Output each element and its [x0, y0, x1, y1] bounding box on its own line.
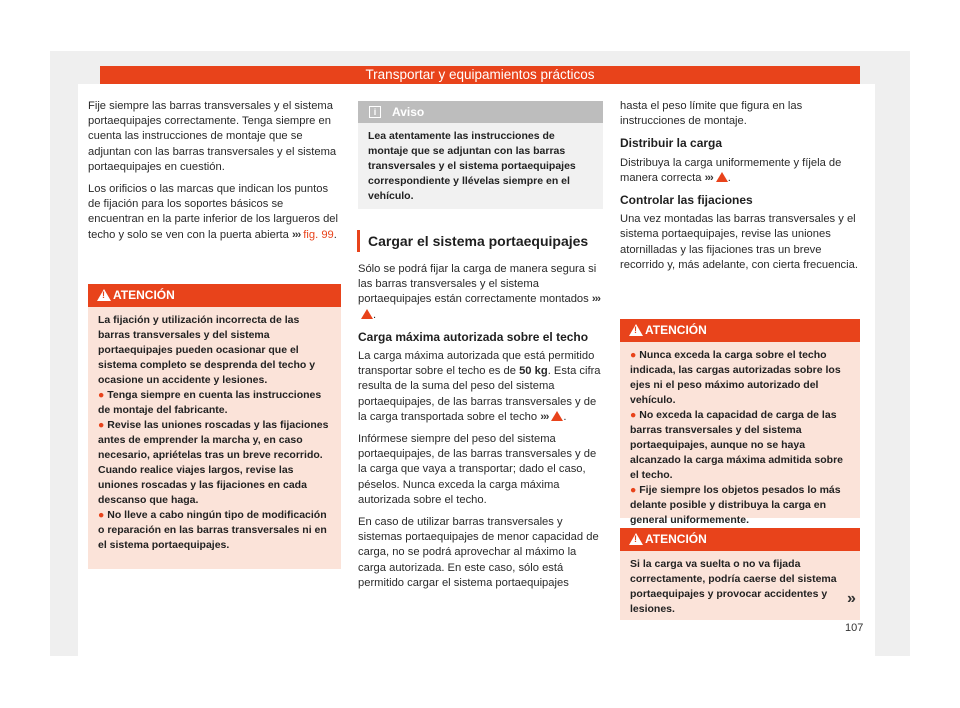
page-number: 107 [845, 622, 864, 634]
subheading-check-fixings: Controlar las fijaciones [620, 193, 753, 208]
note-text: Lea atentamente las instrucciones de montaje que se adjuntan con las barras transversales y el sistema portaequipajes correspondiente y llévelas siempre en el vehículo. [368, 130, 576, 202]
bullet-text: No exceda la capacidad de carga de las barras transversales y del sistema portaequipajes, aunque no se haya alcanzado la carga máxima admitida sobre el techo. [630, 409, 844, 481]
warning-bullet-2 [98, 418, 333, 508]
warning-header [88, 284, 341, 307]
note-body [358, 123, 603, 210]
paragraph-fix-bars: Fije siempre las barras transversales y el sistema portaequipajes correctamente. Tenga siempre en cuenta las instrucciones de montaje que se adjuntan con las barras transversales y el sistema portaequipajes en cuestión. [88, 100, 337, 173]
paragraph-distribute-load: Distribuya la carga uniformemente y fíjela de manera correcta ››› . [620, 156, 842, 184]
warning-header [620, 528, 860, 551]
warning-box-loose-load [620, 528, 860, 620]
subheading-distribute-load: Distribuir la carga [620, 136, 723, 151]
paragraph-lower-capacity: En caso de utilizar barras transversales y sistemas portaequipajes de menor capacidad de carga, no se podrá aprovechar al máximo la carga autorizada. En este caso, sólo está permitido cargar el sistema portaequipajes [358, 516, 599, 589]
bullet-icon: ● [98, 509, 108, 521]
cross-ref-arrows: ››› [540, 410, 549, 423]
warning-icon [97, 289, 111, 301]
column-1 [88, 99, 338, 250]
paragraph-safe-load: Sólo se podrá fijar la carga de manera segura si las barras transversales y el sistema portaequipajes están correctamente montados ›››. [358, 263, 601, 321]
warning-bullet-1 [98, 388, 333, 418]
warning-title: ATENCIÓN [645, 323, 707, 337]
warning-bullet-3 [630, 483, 852, 528]
paragraph-weight-limit: hasta el peso límite que figura en las instrucciones de montaje. [620, 100, 803, 128]
max-load-value: 50 kg [519, 365, 548, 378]
paragraph-text: Distribuya la carga uniformemente y fíjela de manera correcta [620, 156, 842, 184]
bullet-icon: ● [630, 349, 640, 361]
warning-body [88, 307, 341, 559]
warning-triangle-icon [551, 411, 563, 421]
figure-link[interactable]: fig. 99 [303, 228, 334, 241]
warning-header [620, 319, 860, 342]
cross-ref-arrows: ››› [591, 293, 601, 306]
warning-title: ATENCIÓN [113, 288, 175, 302]
bullet-text: Tenga siempre en cuenta las instrucciones de montaje del fabricante. [98, 389, 322, 416]
bullet-text: Nunca exceda la carga sobre el techo indicada, las cargas autorizadas sobre los ejes ni el peso máximo autorizado del vehículo. [630, 349, 841, 406]
warning-triangle-icon [361, 309, 373, 319]
column-3 [620, 99, 860, 280]
warning-text: Si la carga va suelta o no va fijada correctamente, podría caerse del sistema portaequipajes y provocar accidentes y lesiones. [630, 558, 837, 615]
subheading-max-load: Carga máxima autorizada sobre el techo [358, 329, 589, 344]
note-header [358, 101, 603, 123]
bullet-icon: ● [630, 409, 640, 421]
paragraph-end: . [333, 228, 337, 241]
paragraph-max-load: La carga máxima autorizada que está permitido transportar sobre el techo es de 50 kg. Esta cifra resulta de la suma del peso del sistema portaequipajes, de las barras transversales y de la carga transportada sobre el techo ››› . [358, 350, 601, 423]
paragraph-weigh: Infórmese siempre del peso del sistema portaequipajes, de las barras transversales y de la carga que vaya a transportar; dado el caso, péselos. Nunca exceda la carga máxima autorizada sobre el techo. [358, 433, 597, 506]
paragraph-check-fixings: Una vez montadas las barras transversales y el sistema portaequipajes, revise las uniones atornilladas y las fijaciones tras un breve recorrido y, más adelante, con cierta frecuencia. [620, 213, 858, 271]
note-box [358, 101, 603, 209]
note-title: Aviso [392, 105, 425, 119]
warning-box-mounting [88, 284, 341, 569]
warning-bullet-3 [98, 508, 333, 553]
section-title: Cargar el sistema portaequipajes [357, 230, 614, 252]
warning-icon [629, 533, 643, 545]
paragraph-fixing-points [88, 182, 338, 243]
bullet-icon: ● [630, 484, 640, 496]
paragraph-text: . Esta cifra resulta de la suma del peso del sistema portaequipajes, de las barras transversales y de la carga transportada sobre el techo [358, 365, 601, 423]
warning-body [620, 551, 860, 623]
warning-bullet-1 [630, 348, 852, 408]
info-icon: i [369, 106, 381, 118]
warning-intro: La fijación y utilización incorrecta de las barras transversales y del sistema portaequipajes pueden ocasionar que el sistema completo se desprenda del techo y ocasione un accidente y lesiones. [98, 314, 316, 386]
warning-triangle-icon [716, 172, 728, 182]
bullet-icon: ● [98, 419, 108, 431]
paragraph-text: Sólo se podrá fijar la carga de manera segura si las barras transversales y el sistema portaequipajes están correctamente montados [358, 263, 597, 306]
column-2 [358, 262, 603, 598]
bullet-text: Fije siempre los objetos pesados lo más delante posible y distribuya la carga en general uniformemente. [630, 484, 841, 526]
bullet-text: Revise las uniones roscadas y las fijaciones antes de emprender la marcha y, en caso necesario, apriételas tras un breve recorrido. Cuando realice viajes largos, revise las uniones roscadas y las fijaciones en cada descanso que haga. [98, 419, 329, 506]
paragraph-text: La carga máxima autorizada que está permitido transportar sobre el techo es de [358, 350, 595, 378]
bullet-text: No lleve a cabo ningún tipo de modificación o reparación en las barras transversales ni en el sistema portaequipajes. [98, 509, 327, 551]
warning-icon [629, 324, 643, 336]
chapter-header: Transportar y equipamientos prácticos [100, 66, 860, 84]
warning-box-load-limits [620, 319, 860, 526]
cross-ref-arrows: ››› [292, 228, 301, 241]
bullet-icon: ● [98, 389, 108, 401]
warning-bullet-2 [630, 408, 852, 483]
continue-icon: » [847, 590, 856, 607]
cross-ref-arrows: ››› [704, 171, 713, 184]
warning-title: ATENCIÓN [645, 532, 707, 546]
paragraph-text: Los orificios o las marcas que indican los puntos de fijación para los soportes básicos se encuentran en la parte inferior de los largueros del techo y solo se ven con la puerta abierta [88, 183, 339, 241]
warning-body [620, 342, 860, 534]
